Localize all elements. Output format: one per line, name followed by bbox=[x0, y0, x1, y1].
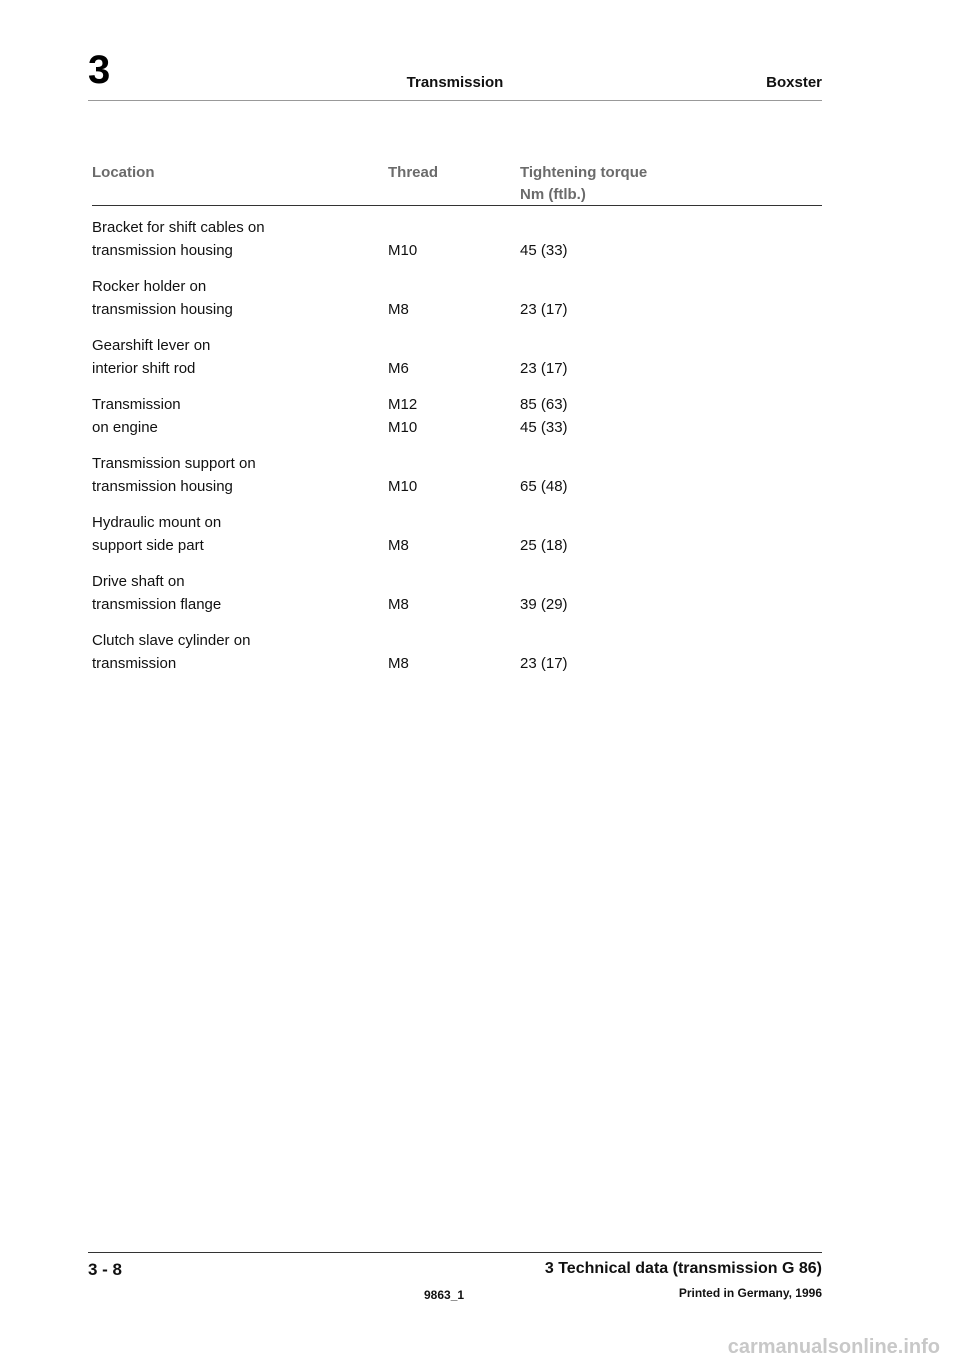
location-cell bbox=[92, 511, 382, 557]
location-cell-line: Drive shaft on bbox=[92, 573, 185, 590]
thread-cell-line: M8 bbox=[388, 596, 409, 613]
location-cell bbox=[92, 275, 382, 321]
thread-cell bbox=[388, 393, 417, 439]
table-row bbox=[92, 570, 812, 616]
page-header bbox=[88, 44, 822, 101]
column-torque-unit: Nm (ftlb.) bbox=[520, 186, 586, 203]
thread-cell-line: M6 bbox=[388, 360, 409, 377]
torque-cell-line: 85 (63) bbox=[520, 396, 568, 413]
table-row bbox=[92, 452, 812, 498]
location-cell-line: transmission housing bbox=[92, 478, 233, 495]
location-cell-line: Clutch slave cylinder on bbox=[92, 632, 251, 649]
table-row bbox=[92, 275, 812, 321]
table-header bbox=[92, 164, 822, 206]
location-cell-line: transmission flange bbox=[92, 596, 222, 613]
column-torque: Tightening torque bbox=[520, 164, 648, 181]
header-title: Transmission bbox=[406, 74, 504, 91]
torque-cell bbox=[520, 298, 568, 321]
section-title: 3 Technical data (transmission G 86) bbox=[544, 1260, 822, 1277]
location-cell-line: on engine bbox=[92, 419, 158, 436]
header-model: Boxster bbox=[766, 74, 822, 91]
torque-cell-line: 39 (29) bbox=[520, 596, 568, 613]
location-cell-line: transmission bbox=[92, 655, 177, 672]
thread-cell bbox=[388, 298, 409, 321]
column-thread: Thread bbox=[388, 164, 439, 181]
footer-divider bbox=[88, 1252, 822, 1253]
torque-cell-line: 25 (18) bbox=[520, 537, 568, 554]
torque-cell bbox=[520, 239, 568, 262]
thread-cell bbox=[388, 357, 409, 380]
torque-cell-line: 23 (17) bbox=[520, 655, 568, 672]
thread-cell-line: M10 bbox=[388, 419, 418, 436]
location-cell-line: Bracket for shift cables on bbox=[92, 219, 265, 236]
location-cell-line: transmission housing bbox=[92, 242, 233, 259]
torque-cell bbox=[520, 393, 568, 439]
torque-cell-line: 45 (33) bbox=[520, 242, 568, 259]
location-cell-line: Gearshift lever on bbox=[92, 337, 211, 354]
thread-cell bbox=[388, 475, 417, 498]
thread-cell bbox=[388, 593, 409, 616]
table-row bbox=[92, 511, 812, 557]
location-cell bbox=[92, 216, 382, 262]
location-cell-line: Hydraulic mount on bbox=[92, 514, 222, 531]
watermark: carmanualsonline.info bbox=[727, 1336, 940, 1358]
location-cell bbox=[92, 452, 382, 498]
location-cell-line: transmission housing bbox=[92, 301, 233, 318]
page-number: 3 - 8 bbox=[88, 1260, 123, 1279]
location-cell bbox=[92, 334, 382, 380]
table-row bbox=[92, 629, 812, 675]
thread-cell-line: M8 bbox=[388, 655, 409, 672]
document-id: 9863_1 bbox=[424, 1288, 465, 1302]
header-divider bbox=[92, 205, 822, 206]
torque-cell-line: 65 (48) bbox=[520, 478, 568, 495]
thread-cell-line: M12 bbox=[388, 396, 418, 413]
torque-cell bbox=[520, 652, 568, 675]
location-cell-line: Transmission support on bbox=[92, 455, 256, 472]
torque-cell bbox=[520, 593, 568, 616]
printed-note: Printed in Germany, 1996 bbox=[678, 1286, 822, 1300]
table-row bbox=[92, 393, 812, 439]
location-cell bbox=[92, 629, 382, 675]
torque-cell bbox=[520, 475, 568, 498]
location-cell bbox=[92, 570, 382, 616]
location-cell bbox=[92, 393, 382, 439]
thread-cell-line: M8 bbox=[388, 537, 409, 554]
location-cell-line: interior shift rod bbox=[92, 360, 196, 377]
thread-cell-line: M10 bbox=[388, 242, 418, 259]
location-cell-line: Transmission bbox=[92, 396, 181, 413]
torque-cell-line: 23 (17) bbox=[520, 360, 568, 377]
torque-cell bbox=[520, 534, 568, 557]
location-cell-line: Rocker holder on bbox=[92, 278, 207, 295]
location-cell-line: support side part bbox=[92, 537, 204, 554]
thread-cell-line: M10 bbox=[388, 478, 418, 495]
table-row bbox=[92, 334, 812, 380]
torque-cell bbox=[520, 357, 568, 380]
thread-cell-line: M8 bbox=[388, 301, 409, 318]
table-row bbox=[92, 216, 812, 262]
thread-cell bbox=[388, 534, 409, 557]
torque-table bbox=[92, 216, 812, 688]
thread-cell bbox=[388, 239, 417, 262]
chapter-number: 3 bbox=[88, 48, 111, 92]
column-location: Location bbox=[92, 164, 155, 181]
torque-cell-line: 23 (17) bbox=[520, 301, 568, 318]
thread-cell bbox=[388, 652, 409, 675]
torque-cell-line: 45 (33) bbox=[520, 419, 568, 436]
